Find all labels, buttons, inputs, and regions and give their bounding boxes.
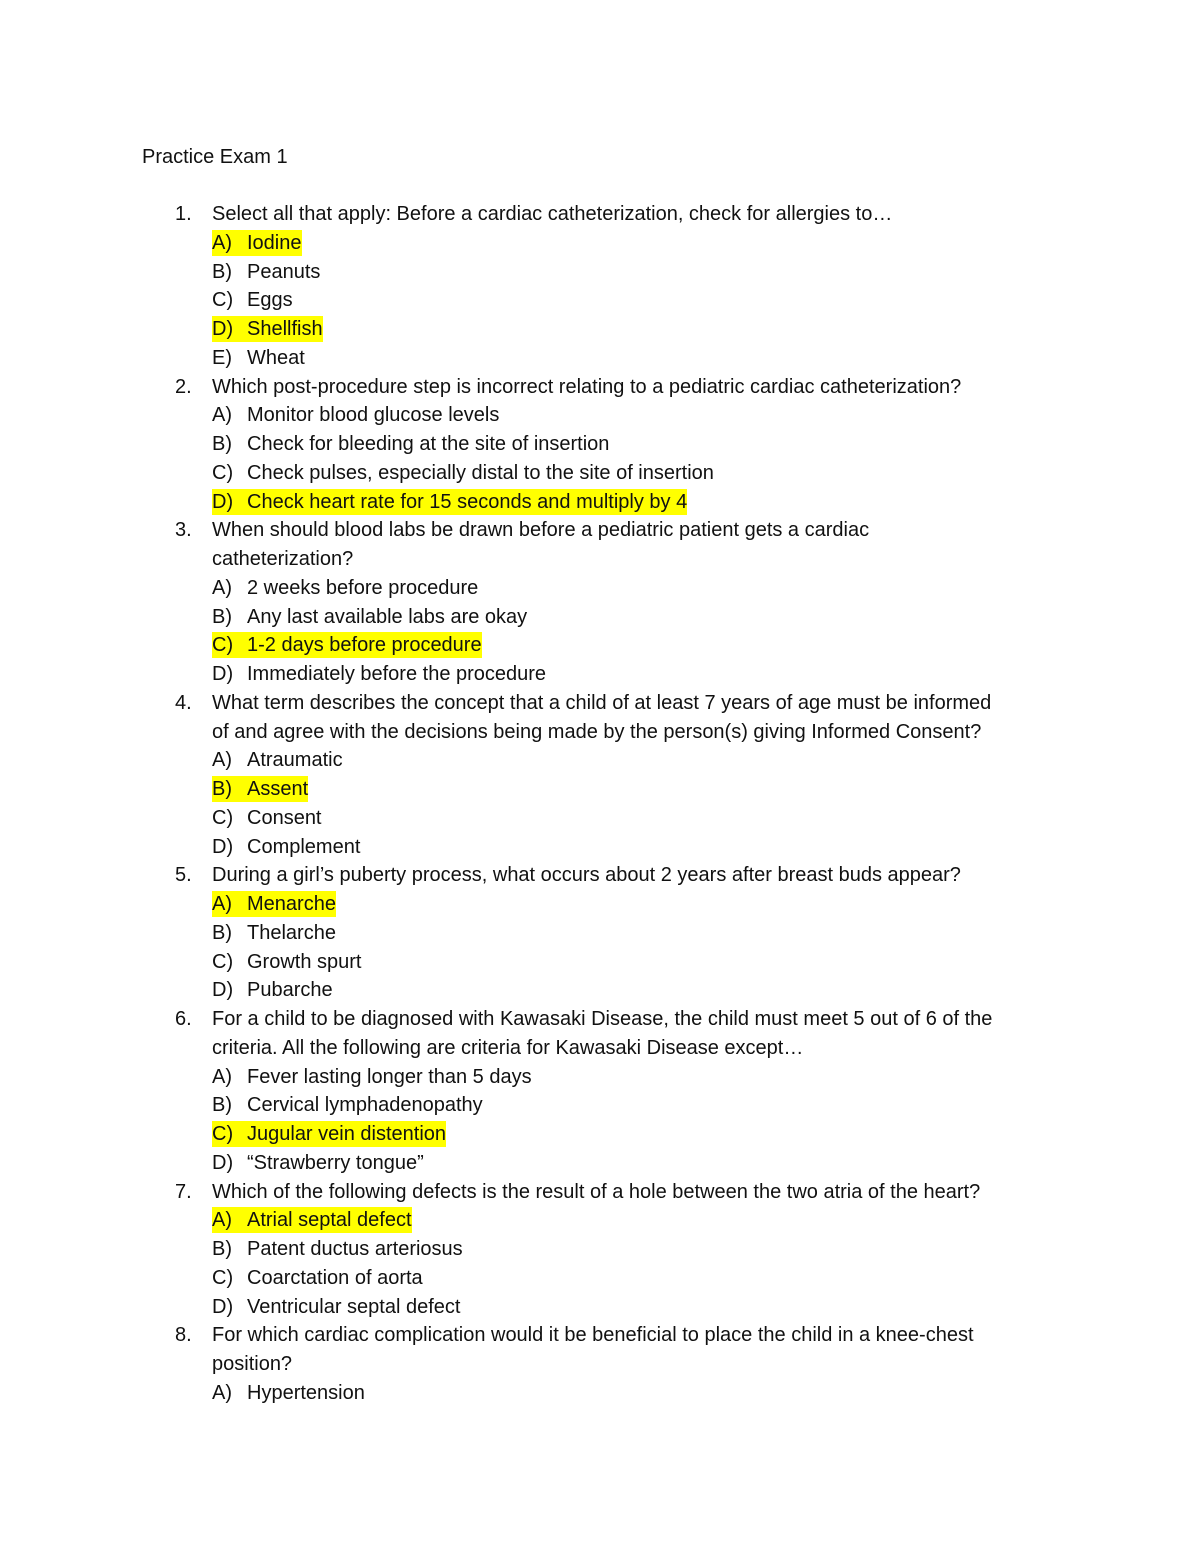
option-letter: C) [212, 806, 234, 829]
option-letter: D) [212, 979, 234, 1002]
answer-text [212, 575, 478, 601]
option-letter: B) [212, 778, 232, 800]
answer-text [212, 1265, 423, 1291]
answer-option [0, 746, 1200, 775]
answer-text [212, 1092, 483, 1118]
highlighted-answer [212, 489, 687, 515]
answer-option [0, 833, 1200, 862]
option-letter: B) [212, 433, 232, 455]
answer-text [212, 402, 499, 428]
option-text: 1-2 days before procedure [247, 634, 482, 657]
option-letter: C) [212, 950, 234, 973]
option-text: Growth spurt [247, 950, 362, 973]
option-letter: A) [212, 404, 232, 427]
answer-option [0, 1235, 1200, 1264]
answer-text [212, 1150, 424, 1176]
answer-text [212, 1064, 532, 1090]
answer-option [0, 1264, 1200, 1293]
option-letter: B) [212, 1094, 232, 1117]
option-text: Jugular vein distention [247, 1123, 447, 1145]
question-line [0, 545, 1200, 574]
option-letter: C) [212, 461, 234, 484]
answer-option [0, 1091, 1200, 1120]
question-item [0, 200, 1200, 373]
answer-option [0, 976, 1200, 1005]
option-letter: E) [212, 346, 232, 369]
answer-option [0, 775, 1200, 804]
question-text: of and agree with the decisions being made by the person(s) giving Informed Consent? [212, 720, 982, 743]
question-text: For a child to be diagnosed with Kawasaki Disease, the child must meet 5 out of 6 of the [212, 1008, 993, 1030]
option-letter: B) [212, 605, 232, 628]
option-text: Iodine [247, 231, 302, 254]
option-text: Cervical lymphadenopathy [247, 1094, 483, 1117]
answer-option [0, 1149, 1200, 1178]
question-item [0, 689, 1200, 862]
question-text: Which post-procedure step is incorrect relating to a pediatric cardiac catheterization? [212, 375, 962, 398]
question-line [0, 689, 1200, 718]
highlighted-answer [212, 891, 336, 917]
option-letter: C) [212, 1123, 234, 1145]
highlighted-answer [212, 316, 323, 342]
option-letter: B) [212, 260, 232, 283]
option-text: Monitor blood glucose levels [247, 404, 500, 427]
option-text: Complement [247, 835, 361, 858]
answer-option [0, 660, 1200, 689]
option-letter: D) [212, 490, 234, 513]
option-text: Check for bleeding at the site of insertion [247, 433, 610, 455]
highlighted-answer [212, 1121, 446, 1147]
question-text: catheterization? [212, 548, 354, 570]
question-line [0, 861, 1200, 890]
option-letter: A) [212, 893, 232, 915]
answer-text [212, 661, 546, 687]
answer-text [212, 287, 293, 313]
answer-text [212, 949, 361, 975]
question-item [0, 373, 1200, 517]
answer-text [212, 259, 320, 285]
answer-option [0, 631, 1200, 660]
answer-text [212, 1380, 365, 1406]
answer-text [212, 834, 360, 860]
answer-option [0, 919, 1200, 948]
question-number: 7. [175, 1180, 192, 1203]
answer-option [0, 488, 1200, 517]
question-list [0, 200, 1200, 1408]
option-text: Coarctation of aorta [247, 1266, 423, 1289]
option-letter: A) [212, 231, 232, 254]
option-text: Hypertension [247, 1381, 365, 1404]
highlighted-answer [212, 776, 308, 802]
option-text: Patent ductus arteriosus [247, 1238, 463, 1260]
option-letter: B) [212, 1238, 232, 1260]
answer-text [212, 604, 527, 630]
highlighted-answer [212, 632, 482, 658]
answer-text [212, 805, 322, 831]
option-letter: A) [212, 576, 232, 599]
answer-option [0, 948, 1200, 977]
option-letter: C) [212, 1266, 234, 1289]
option-letter: D) [212, 1151, 234, 1174]
question-item [0, 1321, 1200, 1407]
question-item [0, 516, 1200, 689]
answer-option [0, 430, 1200, 459]
question-number: 1. [175, 203, 192, 225]
option-letter: D) [212, 663, 234, 685]
answer-option [0, 459, 1200, 488]
answer-text [212, 1236, 463, 1262]
option-text: Atraumatic [247, 749, 343, 772]
answer-option [0, 229, 1200, 258]
option-text: Check pulses, especially distal to the site of insertion [247, 461, 714, 484]
question-line [0, 200, 1200, 229]
answer-option [0, 1206, 1200, 1235]
answer-option [0, 315, 1200, 344]
answer-text [212, 977, 333, 1003]
option-text: Check heart rate for 15 seconds and multiply by 4 [247, 490, 688, 513]
question-number: 2. [175, 375, 192, 398]
option-text: Thelarche [247, 921, 336, 944]
highlighted-answer [212, 230, 302, 256]
question-number: 5. [175, 864, 192, 887]
option-letter: A) [212, 1209, 232, 1232]
question-item [0, 1178, 1200, 1322]
question-number: 4. [175, 691, 192, 714]
option-text: 2 weeks before procedure [247, 576, 479, 599]
option-letter: B) [212, 921, 232, 944]
question-line [0, 1350, 1200, 1379]
document-title: Practice Exam 1 [142, 146, 288, 168]
answer-option [0, 890, 1200, 919]
question-text: Which of the following defects is the result of a hole between the two atria of the heart? [212, 1180, 981, 1203]
question-item [0, 861, 1200, 1005]
option-text: Ventricular septal defect [247, 1295, 461, 1318]
question-line [0, 1178, 1200, 1207]
question-text: criteria. All the following are criteria for Kawasaki Disease except… [212, 1036, 804, 1059]
option-letter: A) [212, 1065, 232, 1088]
answer-option [0, 1063, 1200, 1092]
option-text: Assent [247, 778, 309, 800]
answer-option [0, 1379, 1200, 1408]
answer-option [0, 286, 1200, 315]
answer-option [0, 1293, 1200, 1322]
question-line [0, 1034, 1200, 1063]
option-text: Eggs [247, 289, 293, 312]
answer-text [212, 747, 343, 773]
answer-option [0, 401, 1200, 430]
answer-text [212, 345, 305, 371]
option-letter: C) [212, 289, 234, 312]
question-line [0, 718, 1200, 747]
answer-option [0, 344, 1200, 373]
question-line [0, 1321, 1200, 1350]
option-text: Atrial septal defect [247, 1209, 412, 1232]
option-letter: D) [212, 1295, 234, 1318]
answer-text [212, 920, 336, 946]
question-text: position? [212, 1353, 293, 1375]
question-number: 6. [175, 1008, 192, 1030]
question-line [0, 516, 1200, 545]
answer-option [0, 574, 1200, 603]
answer-text [212, 431, 609, 457]
question-text: Select all that apply: Before a cardiac catheterization, check for allergies to… [212, 203, 893, 225]
question-text: During a girl’s puberty process, what occurs about 2 years after breast buds appear? [212, 864, 961, 887]
option-text: Consent [247, 806, 322, 829]
answer-option [0, 603, 1200, 632]
answer-option [0, 1120, 1200, 1149]
option-letter: D) [212, 318, 234, 340]
option-letter: D) [212, 835, 234, 858]
question-text: When should blood labs be drawn before a pediatric patient gets a cardiac [212, 519, 870, 542]
option-text: “Strawberry tongue” [247, 1151, 424, 1174]
option-text: Wheat [247, 346, 305, 369]
option-letter: A) [212, 1381, 232, 1404]
option-letter: A) [212, 749, 232, 772]
answer-text [212, 460, 714, 486]
question-text: For which cardiac complication would it be beneficial to place the child in a knee-chest [212, 1324, 974, 1347]
answer-text [212, 1294, 460, 1320]
option-text: Fever lasting longer than 5 days [247, 1065, 532, 1088]
answer-option [0, 804, 1200, 833]
question-line [0, 373, 1200, 402]
question-number: 8. [175, 1324, 192, 1347]
question-item [0, 1005, 1200, 1178]
highlighted-answer [212, 1207, 412, 1233]
option-letter: C) [212, 634, 234, 657]
answer-option [0, 258, 1200, 287]
question-number: 3. [175, 519, 192, 542]
option-text: Any last available labs are okay [247, 605, 528, 628]
option-text: Peanuts [247, 260, 321, 283]
question-line [0, 1005, 1200, 1034]
option-text: Immediately before the procedure [247, 663, 547, 685]
question-text: What term describes the concept that a child of at least 7 years of age must be informed [212, 691, 992, 714]
option-text: Menarche [247, 893, 336, 915]
option-text: Pubarche [247, 979, 333, 1002]
option-text: Shellfish [247, 318, 323, 340]
